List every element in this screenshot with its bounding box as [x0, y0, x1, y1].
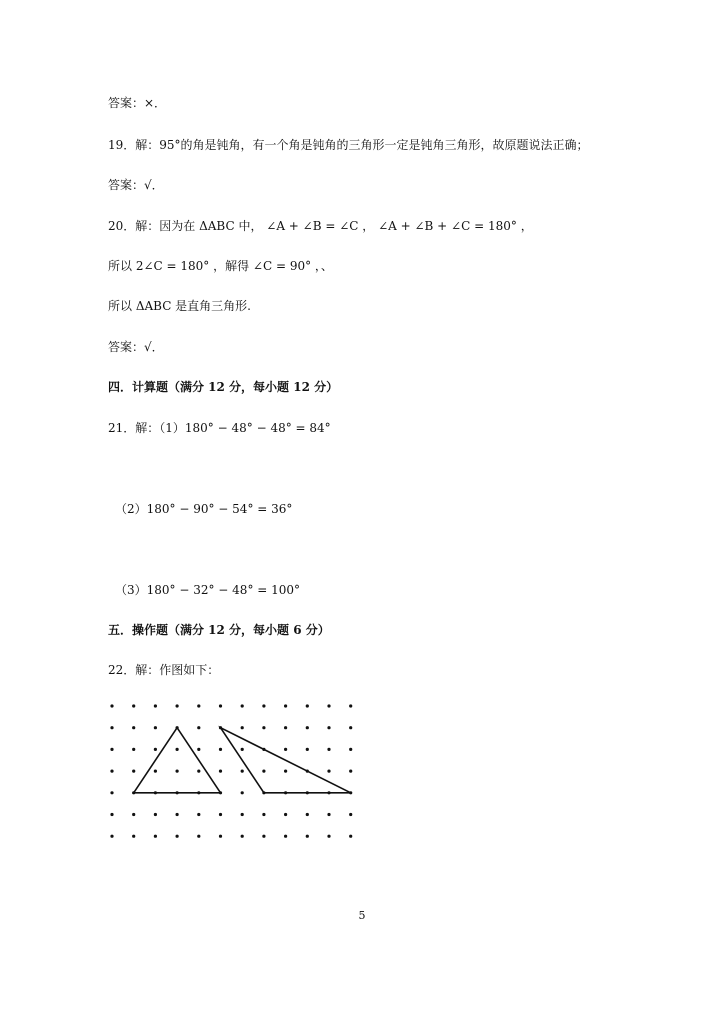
grid-dot — [154, 835, 157, 838]
triangle-2 — [221, 728, 351, 793]
grid-dot — [284, 748, 287, 751]
grid-dot — [327, 835, 330, 838]
grid-dot — [110, 726, 113, 729]
grid-dot — [132, 813, 135, 816]
grid-dot — [110, 770, 113, 773]
grid-dot — [241, 726, 244, 729]
grid-dot — [241, 748, 244, 751]
grid-dot — [132, 835, 135, 838]
grid-dot — [262, 770, 265, 773]
solution-20-line-2: 所以 2∠C = 180° ，解得 ∠C = 90° ，、 — [108, 259, 333, 273]
grid-dot — [176, 813, 179, 816]
grid-dot — [154, 704, 157, 707]
grid-dot — [132, 770, 135, 773]
grid-dot — [284, 835, 287, 838]
grid-dot — [197, 726, 200, 729]
grid-dot — [219, 770, 222, 773]
solution-19: 19．解：95°的角是钝角，有一个角是钝角的三角形一定是钝角三角形，故原题说法正确； — [108, 138, 589, 152]
grid-dot — [349, 835, 352, 838]
grid-dot — [241, 704, 244, 707]
grid-dot — [197, 835, 200, 838]
grid-dot — [262, 835, 265, 838]
solution-20-line-3: 所以 ΔABC 是直角三角形. — [108, 299, 251, 313]
grid-dot — [197, 813, 200, 816]
grid-dot — [110, 791, 113, 794]
grid-dot — [327, 748, 330, 751]
grid-dot — [219, 835, 222, 838]
grid-dot — [284, 704, 287, 707]
grid-dot — [306, 726, 309, 729]
grid-dot — [241, 791, 244, 794]
grid-dot — [197, 770, 200, 773]
solution-21-part-2: （2）180° − 90° − 54° = 36° — [115, 502, 293, 516]
grid-dot — [306, 704, 309, 707]
grid-dot — [219, 704, 222, 707]
grid-dot — [349, 704, 352, 707]
grid-dot — [110, 704, 113, 707]
grid-dot — [132, 726, 135, 729]
grid-dot — [176, 770, 179, 773]
grid-dot — [241, 770, 244, 773]
grid-dot — [241, 813, 244, 816]
grid-dot — [154, 770, 157, 773]
grid-dot — [262, 813, 265, 816]
grid-dot — [306, 835, 309, 838]
grid-dot — [110, 835, 113, 838]
grid-dot — [349, 770, 352, 773]
section-heading-calculation: 四．计算题（满分 12 分，每小题 12 分） — [108, 380, 339, 394]
grid-dot — [349, 748, 352, 751]
grid-dot — [241, 835, 244, 838]
solution-21-part-1: 21．解：（1）180° − 48° − 48° = 84° — [108, 421, 331, 435]
solution-21-part-3: （3）180° − 32° − 48° = 100° — [115, 583, 301, 597]
triangle-1 — [134, 728, 221, 793]
grid-dot — [284, 770, 287, 773]
answer-line-20: 答案：√． — [108, 340, 164, 354]
grid-dot — [176, 704, 179, 707]
grid-dot — [132, 704, 135, 707]
dot-grid-figure — [100, 695, 365, 850]
grid-dot — [219, 813, 222, 816]
grid-dot — [154, 726, 157, 729]
grid-dot — [349, 726, 352, 729]
answer-line-18: 答案：×． — [108, 96, 167, 110]
grid-dot — [110, 813, 113, 816]
grid-dot — [197, 704, 200, 707]
answer-line-19: 答案：√． — [108, 178, 164, 192]
grid-dot — [349, 813, 352, 816]
grid-dot — [327, 704, 330, 707]
grid-dot — [327, 813, 330, 816]
grid-dot — [154, 813, 157, 816]
grid-dot — [284, 813, 287, 816]
grid-dot — [306, 748, 309, 751]
grid-dot — [284, 726, 287, 729]
grid-dot — [327, 770, 330, 773]
grid-dot — [110, 748, 113, 751]
grid-dot — [132, 748, 135, 751]
grid-dot — [306, 813, 309, 816]
grid-dot — [176, 748, 179, 751]
grid-dot — [327, 726, 330, 729]
grid-dot — [197, 748, 200, 751]
dot-grid-svg — [100, 695, 365, 850]
grid-dot — [262, 704, 265, 707]
section-heading-operation: 五．操作题（满分 12 分，每小题 6 分） — [108, 623, 330, 637]
solution-22: 22．解：作图如下： — [108, 663, 220, 677]
grid-dot — [176, 835, 179, 838]
grid-dot — [219, 748, 222, 751]
grid-dot — [262, 726, 265, 729]
solution-20-line-1: 20．解：因为在 ΔABC 中， ∠A + ∠B = ∠C ， ∠A + ∠B + ∠C = 180° ， — [108, 219, 533, 233]
grid-dot — [154, 748, 157, 751]
page-number: 5 — [358, 909, 366, 922]
